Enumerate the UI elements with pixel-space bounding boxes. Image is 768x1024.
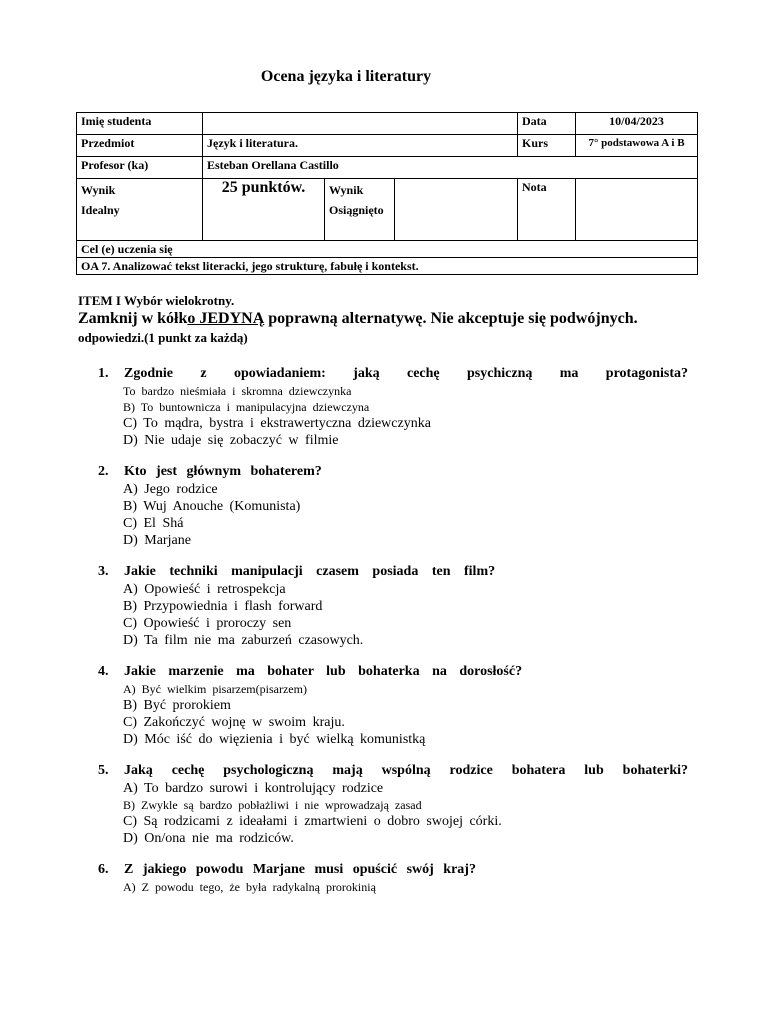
question-4 xyxy=(98,663,688,748)
answer-option[interactable]: A) Jego rodzice xyxy=(123,482,218,497)
instructions-main-underlined: o JEDYNĄ xyxy=(187,310,265,327)
objective-value: OA 7. Analizować tekst literacki, jego strukturę, fabułę i kontekst. xyxy=(77,258,698,275)
instructions-main xyxy=(78,309,690,329)
question-number: 4. xyxy=(98,664,109,679)
obtained-score-field[interactable] xyxy=(395,179,518,241)
answer-option[interactable]: B) To buntownicza i manipulacyjna dziewczyna xyxy=(123,400,370,414)
answer-option[interactable]: C) El Shá xyxy=(123,516,184,531)
answer-option[interactable]: A) Z powodu tego, że była radykalną prorokinią xyxy=(123,880,376,894)
instructions-main-end: poprawną alternatywę. Nie akceptuje się podwójnych. xyxy=(264,310,638,327)
question-text: Jaką cechę psychologiczną mają wspólną rodzice bohatera lub bohaterki? xyxy=(124,763,688,778)
answer-option[interactable]: B) Być prorokiem xyxy=(123,698,231,713)
question-list xyxy=(98,365,688,909)
answer-option[interactable]: A) Opowieść i retrospekcja xyxy=(123,582,286,597)
student-name-field[interactable] xyxy=(203,113,518,135)
question-number: 6. xyxy=(98,862,109,877)
instructions-sub: odpowiedzi.(1 punkt za każdą) xyxy=(78,330,248,345)
question-number: 5. xyxy=(98,763,109,778)
answer-option[interactable]: B) Zwykle są bardzo pobłażliwi i nie wprowadzają zasad xyxy=(123,798,422,812)
question-3 xyxy=(98,563,688,649)
question-number: 2. xyxy=(98,464,109,479)
objective-label: Cel (e) uczenia się xyxy=(77,241,698,258)
obtained-score-label-line1: Wynik xyxy=(329,183,364,197)
ideal-score-label-line1: Wynik xyxy=(81,183,116,197)
answer-option[interactable]: A) To bardzo surowi i kontrolujący rodzice xyxy=(123,781,384,796)
teacher-label: Profesor (ka) xyxy=(77,157,203,179)
date-label: Data xyxy=(518,113,576,135)
teacher-value: Esteban Orellana Castillo xyxy=(203,157,698,179)
instructions xyxy=(78,293,690,346)
question-text: Kto jest głównym bohaterem? xyxy=(124,464,322,479)
question-5 xyxy=(98,762,688,847)
question-text: Z jakiego powodu Marjane musi opuścić swój kraj? xyxy=(124,862,476,877)
obtained-score-label xyxy=(325,179,395,241)
date-value: 10/04/2023 xyxy=(576,113,698,135)
answer-option[interactable]: D) Ta film nie ma zaburzeń czasowych. xyxy=(123,633,364,648)
obtained-score-label-line2: Osiągnięto xyxy=(329,203,384,217)
question-text: Jakie techniki manipulacji czasem posiada ten film? xyxy=(124,564,496,579)
answer-option[interactable]: C) Są rodzicami z ideałami i zmartwieni o dobro swojej córki. xyxy=(123,814,502,829)
course-value: 7° podstawowa A i B xyxy=(576,135,698,157)
student-name-label: Imię studenta xyxy=(77,113,203,135)
answer-option[interactable]: B) Przypowiednia i flash forward xyxy=(123,599,323,614)
student-info-table xyxy=(76,112,698,275)
answer-option[interactable]: C) Zakończyć wojnę w swoim kraju. xyxy=(123,715,345,730)
question-6 xyxy=(98,861,688,895)
question-number: 3. xyxy=(98,564,109,579)
answer-option[interactable]: To bardzo nieśmiała i skromna dziewczynka xyxy=(123,384,352,398)
answer-option[interactable]: C) To mądra, bystra i ekstrawertyczna dziewczynka xyxy=(123,416,431,431)
ideal-score-value: 25 punktów. xyxy=(203,179,325,241)
answer-option[interactable]: D) On/ona nie ma rodziców. xyxy=(123,831,294,846)
subject-value: Język i literatura. xyxy=(203,135,518,157)
answer-option[interactable]: B) Wuj Anouche (Komunista) xyxy=(123,499,301,514)
instructions-main-start: Zamknij w kółk xyxy=(78,310,188,327)
grade-label: Nota xyxy=(518,179,576,241)
ideal-score-label-line2: Idealny xyxy=(81,203,120,217)
item-heading: ITEM I Wybór wielokrotny. xyxy=(78,293,235,308)
question-text: Jakie marzenie ma bohater lub bohaterka na dorosłość? xyxy=(124,664,523,679)
question-text: Zgodnie z opowiadaniem: jaką cechę psychiczną ma protagonista? xyxy=(124,366,688,381)
question-number: 1. xyxy=(98,366,109,381)
course-label: Kurs xyxy=(518,135,576,157)
answer-option[interactable]: C) Opowieść i proroczy sen xyxy=(123,616,292,631)
grade-field[interactable] xyxy=(576,179,698,241)
subject-label: Przedmiot xyxy=(77,135,203,157)
question-1 xyxy=(98,365,688,449)
page-title: Ocena języka i literatury xyxy=(260,68,432,85)
ideal-score-label xyxy=(77,179,203,241)
answer-option[interactable]: D) Nie udaje się zobaczyć w filmie xyxy=(123,433,339,448)
answer-option[interactable]: D) Marjane xyxy=(123,533,191,548)
question-2 xyxy=(98,463,688,549)
answer-option[interactable]: D) Móc iść do więzienia i być wielką komunistką xyxy=(123,732,426,747)
answer-option[interactable]: A) Być wielkim pisarzem(pisarzem) xyxy=(123,682,307,696)
